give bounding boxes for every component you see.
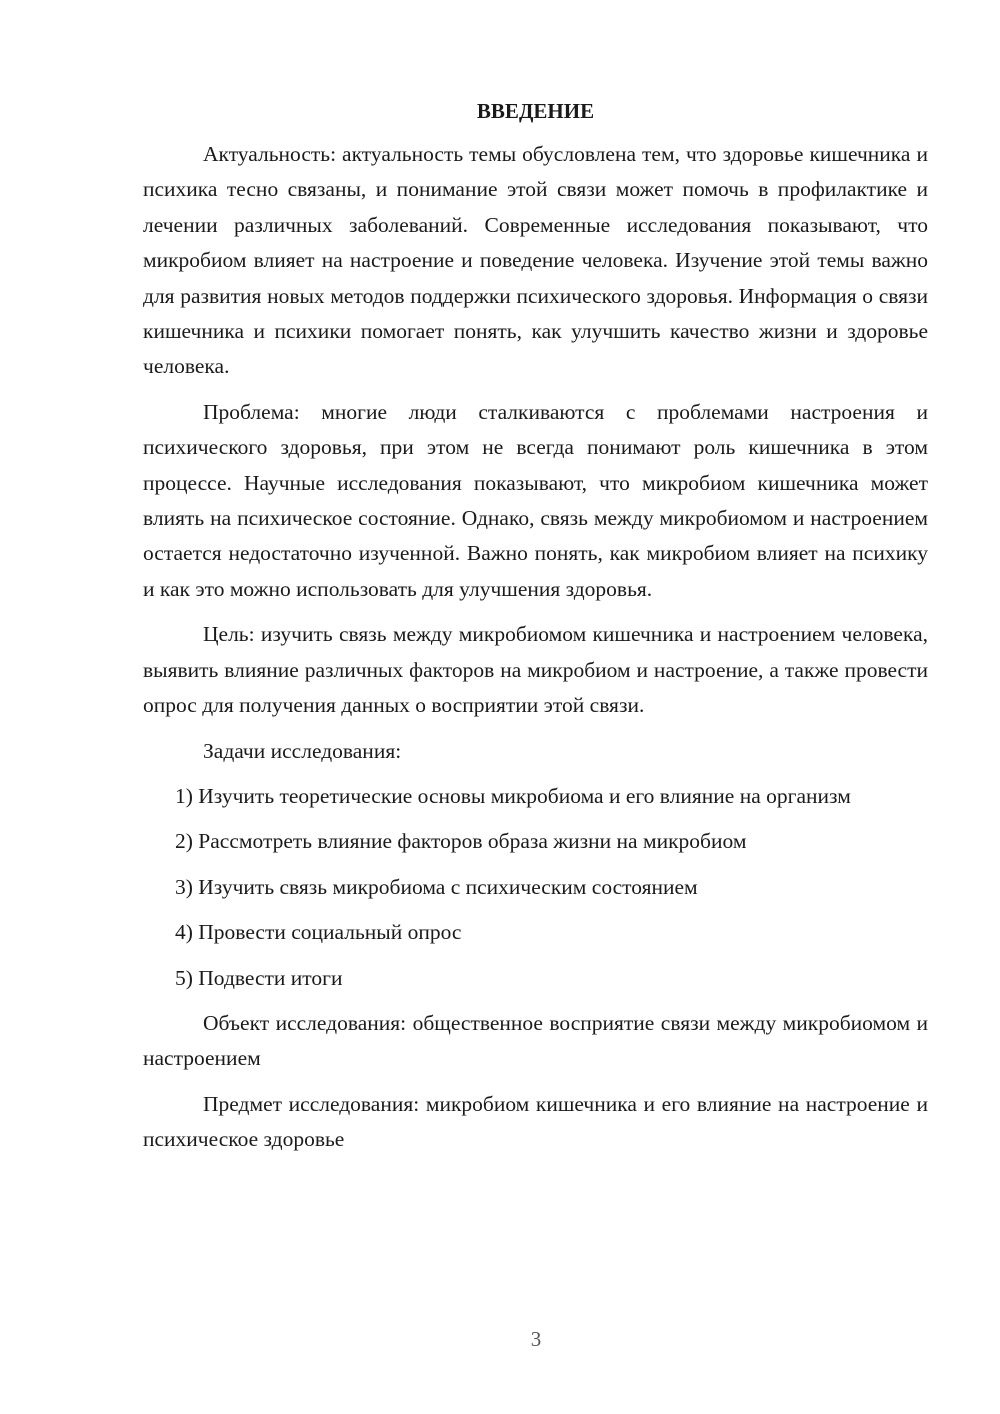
task-item-3: 3) Изучить связь микробиома с психическим состоянием: [175, 874, 698, 899]
paragraph-goal: Цель: изучить связь между микробиомом кишечника и настроением человека, выявить влияние различных факторов на микробиом и настроение, а также провести опрос для получения данных о восприятии этой связи.: [143, 622, 928, 718]
task-item-4: 4) Провести социальный опрос: [175, 920, 462, 945]
task-item-1: 1) Изучить теоретические основы микробиома и его влияние на организм: [175, 783, 851, 808]
document-page: [143, 96, 928, 1168]
task-item-5: 5) Подвести итоги: [175, 965, 343, 990]
task-item-2: 2) Рассмотреть влияние факторов образа жизни на микробиом: [175, 829, 747, 854]
paragraph-relevance: Актуальность: актуальность темы обусловлена тем, что здоровье кишечника и психика тесно связаны, и понимание этой связи может помочь в профилактике и лечении различных заболеваний. Современные исследования показывают, что микробиом влияет на настроение и поведение человека. Изучение этой темы важно для развития новых методов поддержки психического здоровья. Информация о связи кишечника и психики помогает понять, как улучшить качество жизни и здоровье человека.: [143, 142, 928, 379]
page-number: 3: [530, 1327, 542, 1351]
paragraph-tasks-heading: Задачи исследования:: [203, 738, 402, 763]
paragraph-problem: Проблема: многие люди сталкиваются с проблемами настроения и психического здоровья, при этом не всегда понимают роль кишечника в этом процессе. Научные исследования показывают, что микробиом кишечника может влиять на психическое состояние. Однако, связь между микробиомом и настроением остается недостаточно изученной. Важно понять, как микробиом влияет на психику и как это можно использовать для улучшения здоровья.: [143, 399, 928, 601]
page-title: ВВЕДЕНИЕ: [476, 99, 595, 123]
paragraph-research-subject: Предмет исследования: микробиом кишечника и его влияние на настроение и психическое здоровье: [143, 1091, 928, 1152]
paragraph-research-object: Объект исследования: общественное восприятие связи между микробиомом и настроением: [143, 1010, 928, 1071]
